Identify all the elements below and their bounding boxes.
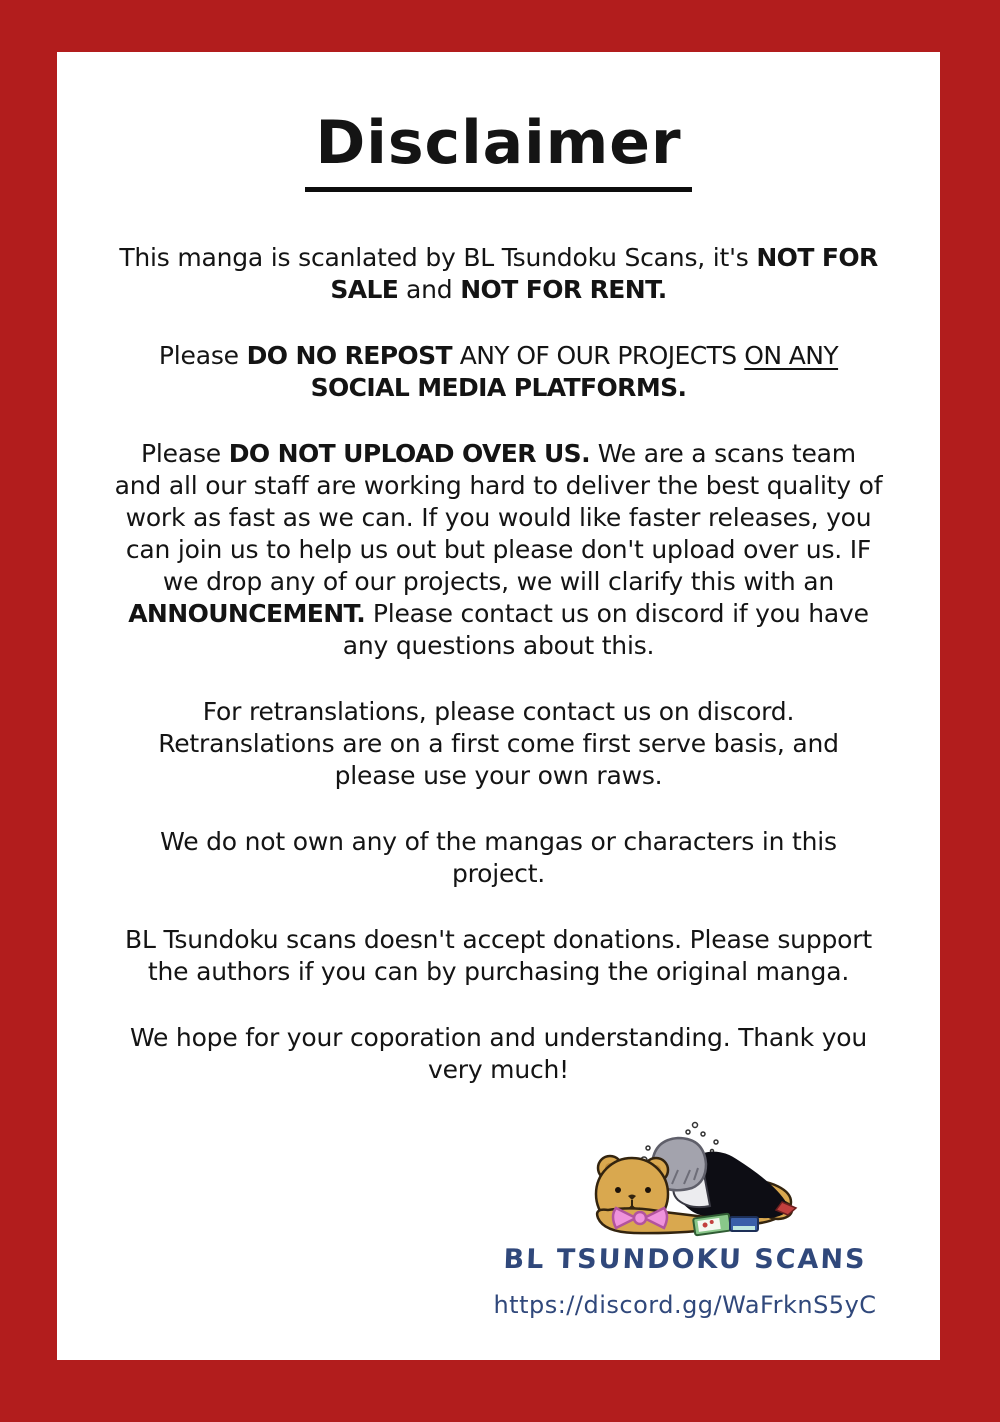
page-title: Disclaimer [305,112,691,192]
body-text: We are a scans team and all our staff are working hard to deliver the best quality of work as fast as we can. If you would like faster releases, you can join us to help us out but please don't upload over us. IF we drop any of our projects, we will clarify this with an [114,439,883,596]
body-text: This manga is scanlated by BL Tsundoku Scans, it's [119,243,757,272]
paragraph [115,1022,883,1086]
paragraph [115,340,883,404]
body-text: and [398,275,461,304]
emphasis-text: ANY OF OUR PROJECTS [459,341,737,370]
body-text: Please contact us on discord if you have any questions about this. [342,599,869,660]
emphasis-text: DO NOT UPLOAD OVER US. [228,439,590,468]
team-name: BL TSUNDOKU SCANS [503,1244,867,1275]
discord-url: https://discord.gg/WaFrknS5yC [493,1291,877,1319]
paragraph [115,826,883,890]
emphasis-text: NOT FOR SALE [330,243,878,304]
paragraph [115,438,883,662]
emphasis-text: ANNOUNCEMENT. [128,599,366,628]
bear-bow [613,1208,667,1228]
body-text: BL Tsundoku scans doesn't accept donations. Please support the authors if you can by purchasing the original manga. [125,925,872,986]
body-text [452,341,460,370]
body-text: Please [141,439,229,468]
body-text: Please [158,341,247,370]
disclaimer-paragraphs [115,242,883,1086]
footer [470,1120,900,1319]
emphasis-text: ON ANY [744,341,839,370]
body-text: We do not own any of the mangas or characters in this project. [160,827,837,888]
emphasis-text: DO NO REPOST [246,341,452,370]
disclaimer-page [57,52,940,1360]
paragraph [115,924,883,988]
paragraph [115,242,883,306]
paragraph [115,696,883,792]
mascot-illustration [564,1120,806,1242]
title-wrap [93,108,904,192]
body-text: We hope for your coporation and understanding. Thank you very much! [129,1023,868,1084]
emphasis-text: NOT FOR RENT. [460,275,667,304]
body-text: For retranslations, please contact us on discord. Retranslations are on a first come first serve basis, and please use your own raws. [158,697,839,790]
books [693,1214,758,1236]
emphasis-text: SOCIAL MEDIA PLATFORMS. [310,373,687,402]
